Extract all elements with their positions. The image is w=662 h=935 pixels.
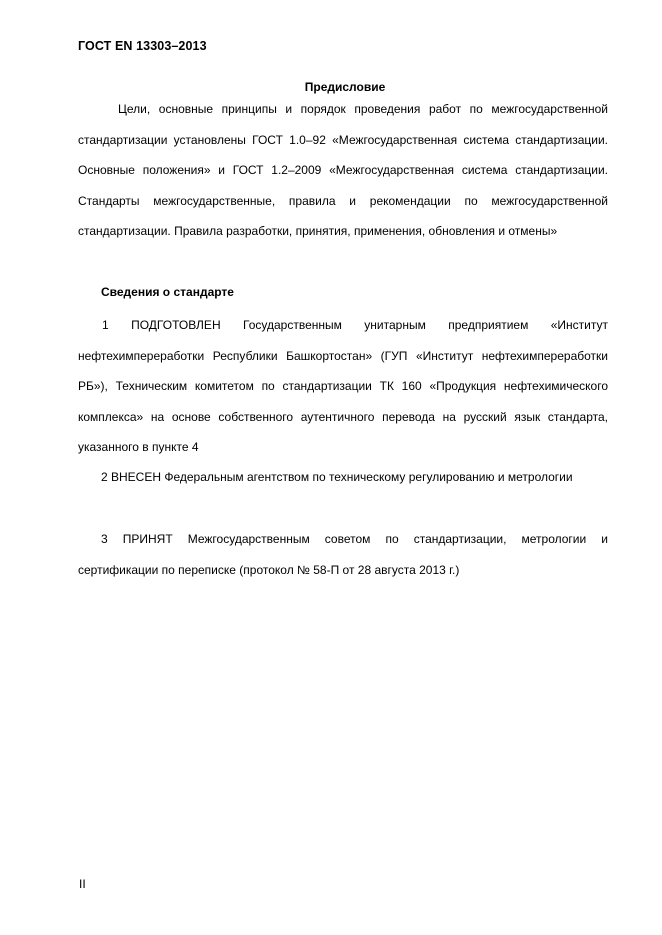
page-number: II — [79, 877, 86, 891]
standard-info-title: Сведения о стандарте — [101, 285, 234, 299]
document-code-header: ГОСТ EN 13303–2013 — [78, 39, 207, 53]
foreword-title: Предисловие — [304, 80, 386, 94]
standard-info-item-1: 1 ПОДГОТОВЛЕН Государственным унитарным предприятием «Институт нефтехимпереработки Республики Башкортостан» (ГУП «Институт нефтехимпереработки РБ»), Техническим комитетом по стандартизации ТК 160 «Продукция нефтехимического комплекса» на основе собственного аутентичного перевода на русский язык стандарта, указанного в пункте 4 — [78, 318, 608, 455]
foreword-paragraph: Цели, основные принципы и порядок проведения работ по межгосударственной стандартизации установлены ГОСТ 1.0–92 «Межгосударственная система стандартизации. Основные положения» и ГОСТ 1.2–2009 «Межгосударственная система стандартизации. Стандарты межгосударственные, правила и рекомендации по межгосударственной стандартизации. Правила разработки, принятия, применения, обновления и отмены» — [78, 102, 608, 239]
standard-info-item-2: 2 ВНЕСЕН Федеральным агентством по техническому регулированию и метрологии — [101, 470, 573, 484]
standard-info-item-3: 3 ПРИНЯТ Межгосударственным советом по стандартизации, метрологии и сертификации по переписке (протокол № 58-П от 28 августа 2013 г.) — [78, 532, 608, 577]
